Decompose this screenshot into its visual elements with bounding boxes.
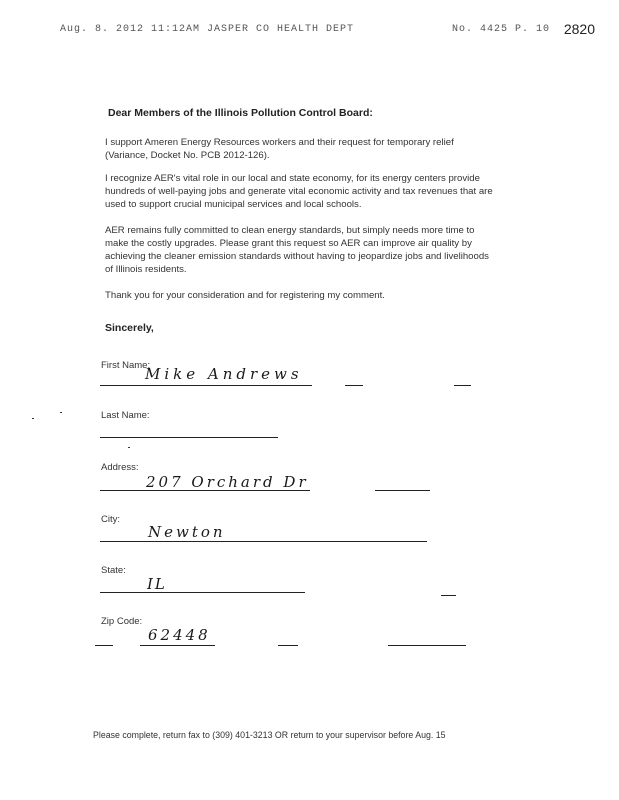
first-name-value[interactable]: Mike Andrews <box>145 365 303 383</box>
first-name-label: First Name: <box>101 360 151 371</box>
fax-header <box>60 22 600 38</box>
fax-header-left: Aug. 8. 2012 11:12AM JASPER CO HEALTH DEPT <box>60 24 355 35</box>
paragraph-thanks: Thank you for your consideration and for registering my comment. <box>105 290 385 301</box>
zip-value[interactable]: 62448 <box>148 626 211 644</box>
address-line-b <box>375 490 430 491</box>
paragraph-economy: I recognize AER's vital role in our local and state economy, for its energy centers provide hundreds of well-paying jobs and generate vital economic activity and tax revenues that are used to support crucial municipal services and local schools. <box>105 173 493 210</box>
fax-header-right: No. 4425 P. 10 <box>452 24 551 35</box>
address-label: Address: <box>101 462 139 473</box>
state-label: State: <box>101 565 126 576</box>
zip-line-b <box>278 645 298 646</box>
city-value[interactable]: Newton <box>148 523 226 541</box>
first-name-line-b <box>345 385 363 386</box>
state-line <box>100 592 305 593</box>
state-line-b <box>441 595 456 596</box>
salutation: Dear Members of the Illinois Pollution Control Board: <box>108 107 373 119</box>
address-value[interactable]: 207 Orchard Dr <box>146 473 309 491</box>
scan-speck <box>60 412 62 413</box>
city-label: City: <box>101 514 120 525</box>
page-number: 2820 <box>563 21 595 37</box>
zip-line <box>140 645 215 646</box>
zip-line-c <box>388 645 466 646</box>
last-name-line[interactable] <box>100 437 278 438</box>
scan-speck <box>32 418 34 419</box>
closing: Sincerely, <box>105 322 154 334</box>
paragraph-standards: AER remains fully committed to clean energy standards, but simply needs more time to make the costly upgrades. Please grant this request so AER can improve air quality by achieving the cleaner emission standards without having to jeopardize jobs and livelihoods of Illinois residents. <box>105 225 489 275</box>
scan-speck <box>128 447 130 448</box>
state-value[interactable]: IL <box>147 575 167 593</box>
paragraph-support: I support Ameren Energy Resources workers and their request for temporary relief (Variance, Docket No. PCB 2012-126). <box>105 137 454 161</box>
zip-label: Zip Code: <box>101 616 143 627</box>
zip-line-a <box>95 645 113 646</box>
last-name-label: Last Name: <box>101 410 150 421</box>
city-line <box>100 541 427 542</box>
footer-instructions: Please complete, return fax to (309) 401-3213 OR return to your supervisor before Aug. 15 <box>93 730 446 740</box>
first-name-line <box>100 385 312 386</box>
address-line <box>100 490 310 491</box>
first-name-line-c <box>454 385 471 386</box>
